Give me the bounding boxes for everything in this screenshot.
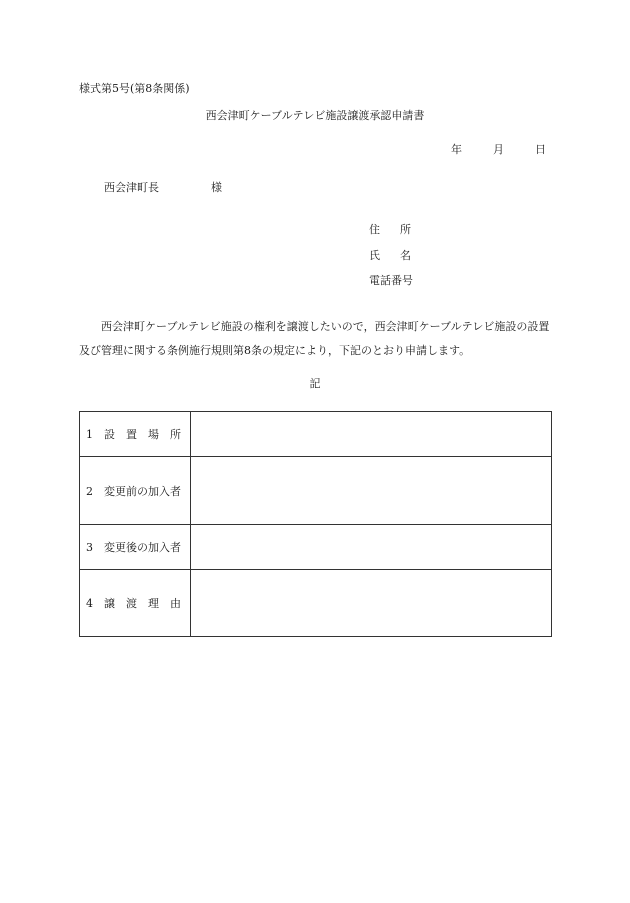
- table-row: [80, 525, 552, 570]
- document-title: 西会津町ケーブルテレビ施設譲渡承認申請書: [205, 109, 425, 122]
- table-row: [80, 570, 552, 637]
- row-label-previous-subscriber: 2 変更前の加入者: [80, 457, 191, 525]
- name-char-2: 名: [400, 249, 411, 262]
- row-label-new-subscriber: 3 変更後の加入者: [80, 525, 191, 570]
- row-label-transfer-reason: 4 譲 渡 理 由: [80, 570, 191, 637]
- address-char-2: 所: [400, 223, 411, 236]
- addressee: [104, 181, 222, 195]
- applicant-phone-label: 電話番号: [369, 274, 413, 287]
- row-value-new-subscriber[interactable]: [190, 525, 551, 570]
- address-char-1: 住: [369, 223, 380, 236]
- addressee-name: 西会津町長: [104, 181, 159, 194]
- table-row: [80, 412, 552, 457]
- date-line: [451, 143, 546, 157]
- ki-heading: 記: [309, 377, 321, 390]
- month-label: 月: [493, 143, 504, 156]
- application-body-text: 西会津町ケーブルテレビ施設の権利を譲渡したいので，西会津町ケーブルテレビ施設の設置及び管理に関する条例施行規則第8条の規定により，下記のとおり申請します。: [79, 320, 550, 357]
- table-row: [80, 457, 552, 525]
- addressee-honorific: 様: [211, 181, 222, 194]
- name-char-1: 氏: [369, 249, 380, 262]
- applicant-address-label: [369, 223, 411, 237]
- row-label-location: 1 設 置 場 所: [80, 412, 191, 457]
- row-value-location[interactable]: [190, 412, 551, 457]
- day-label: 日: [535, 143, 546, 156]
- row-value-previous-subscriber[interactable]: [190, 457, 551, 525]
- year-label: 年: [451, 143, 462, 156]
- detail-table: [79, 411, 552, 637]
- form-number: 様式第5号(第8条関係): [79, 82, 190, 95]
- applicant-name-label: [369, 249, 411, 263]
- row-value-transfer-reason[interactable]: [190, 570, 551, 637]
